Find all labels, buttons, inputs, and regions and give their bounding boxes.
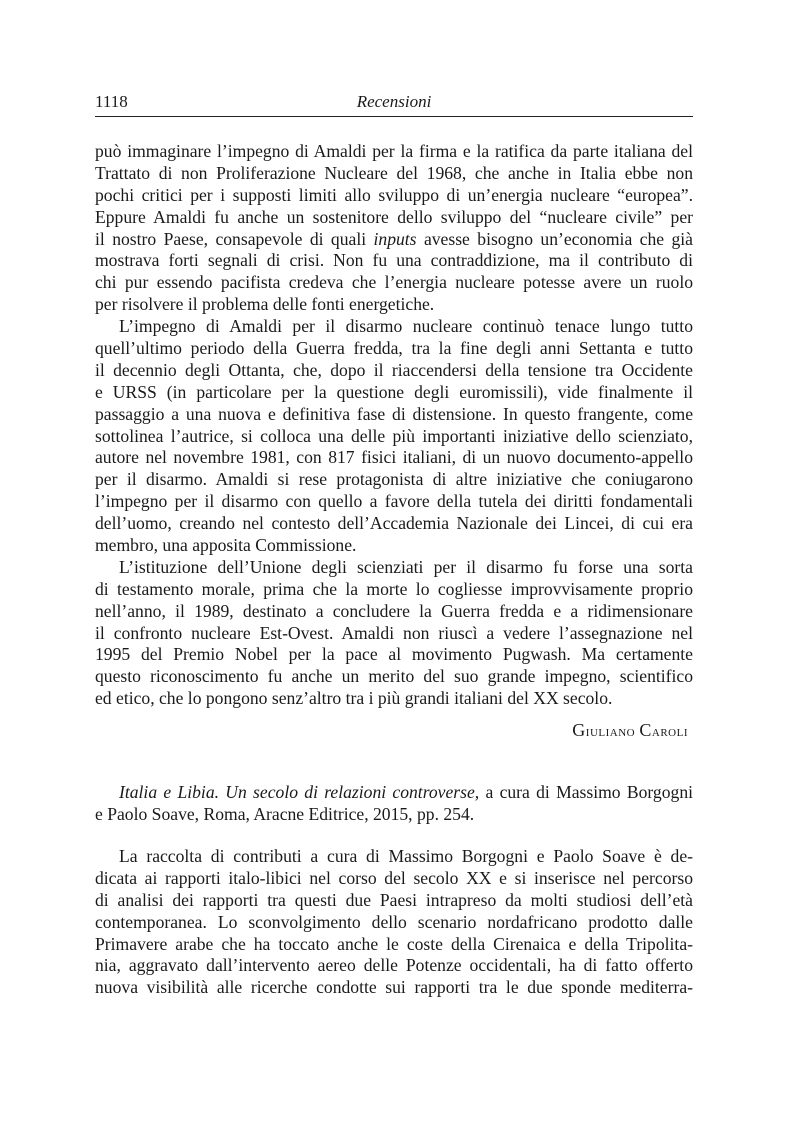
text-line: di testamento morale, prima che la morte lo cogliesse improvvisamente proprio bbox=[95, 578, 693, 599]
text-line: per il disarmo. Amaldi si rese protagonista di altre iniziative che coniugarono bbox=[95, 469, 693, 490]
text-line: contemporanea. Lo sconvolgimento dello scenario nordafricano prodotto dalle bbox=[95, 911, 693, 932]
page-number: 1118 bbox=[95, 92, 128, 111]
text-line: autore nel novembre 1981, con 817 fisici italiani, di un nuovo documento-appello bbox=[95, 447, 693, 468]
paragraph-start: L’istituzione dell’Unione degli scienziati per il disarmo fu forse una sorta bbox=[119, 556, 693, 577]
text-line-mixed bbox=[95, 229, 693, 251]
text-line: nell’anno, il 1989, destinato a concludere la Guerra fredda e a ridimensionare bbox=[95, 600, 693, 621]
text-line: ed etico, che lo pongono senz’altro tra i più grandi italiani del XX secolo. bbox=[95, 688, 613, 709]
paragraph-start: L’impegno di Amaldi per il disarmo nucleare continuò tenace lungo tutto bbox=[119, 316, 693, 337]
italic-term: inputs bbox=[373, 228, 417, 249]
paragraph-start: La raccolta di contributi a cura di Massimo Borgogni e Paolo Soave è de- bbox=[119, 846, 693, 866]
book-title: Italia e Libia. Un secolo di relazioni controverse, bbox=[119, 782, 480, 802]
text-line: il confronto nucleare Est-Ovest. Amaldi non riuscì a vedere l’assegnazione nel bbox=[95, 622, 693, 643]
text-line: e URSS (in particolare per la questione degli euromissili), vide finalmente il bbox=[95, 381, 693, 402]
citation-line: e Paolo Soave, Roma, Aracne Editrice, 2015, pp. 254. bbox=[95, 803, 475, 824]
text-line: Primavere arabe che ha toccato anche le coste della Cirenaica e della Tripolita- bbox=[95, 933, 693, 954]
review-2-body bbox=[95, 846, 693, 999]
text-line: Eppure Amaldi fu anche un sostenitore dello sviluppo del “nucleare civile” per bbox=[95, 206, 693, 227]
text-line: può immaginare l’impegno di Amaldi per la firma e la ratifica da parte italiana del bbox=[95, 141, 693, 161]
running-title: Recensioni bbox=[356, 92, 432, 111]
text-line: per risolvere il problema delle fonti energetiche. bbox=[95, 294, 435, 315]
text-line: chi pur essendo pacifista credeva che l’energia nucleare potesse avere un ruolo bbox=[95, 272, 693, 293]
text-line: dicata ai rapporti italo-libici nel corso del secolo XX e si inserisce nel percorso bbox=[95, 867, 693, 888]
text-line: nuova visibilità alle ricerche condotte sui rapporti tra le due sponde mediterra- bbox=[95, 977, 693, 998]
text-line: nia, aggravato dall’intervento aereo delle Potenze occidentali, ha di fatto offerto bbox=[95, 955, 693, 976]
citation-line bbox=[95, 782, 693, 804]
text-run: il nostro Paese, consapevole di quali bbox=[95, 228, 374, 249]
text-line: questo riconoscimento fu anche un merito del suo grande impegno, scientifico bbox=[95, 666, 693, 687]
text-line: passaggio a una nuova e definitiva fase di distensione. In questo frangente, come bbox=[95, 403, 693, 424]
text-run: avesse bisogno un’economia che già bbox=[416, 228, 693, 249]
text-line: 1995 del Premio Nobel per la pace al movimento Pugwash. Ma certamente bbox=[95, 644, 693, 665]
reviewer-signature: Giuliano Caroli bbox=[572, 720, 688, 740]
page-header bbox=[95, 92, 693, 117]
review-1-body bbox=[95, 141, 693, 710]
text-line: membro, una apposita Commissione. bbox=[95, 535, 357, 556]
text-line: di analisi dei rapporti tra questi due Paesi intrapreso da molti studiosi dell’età bbox=[95, 889, 693, 910]
book-meta: a cura di Massimo Borgogni bbox=[479, 782, 693, 802]
text-line: l’impegno per il disarmo con quello a favore della tutela dei diritti fondamentali bbox=[95, 491, 693, 512]
text-line: pochi critici per i supposti limiti allo sviluppo di un’energia nucleare “europea”. bbox=[95, 184, 693, 205]
text-line: il decennio degli Ottanta, che, dopo il riaccendersi della tensione tra Occidente bbox=[95, 359, 693, 380]
text-line: Trattato di non Proliferazione Nucleare del 1968, che anche in Italia ebbe non bbox=[95, 162, 693, 183]
text-line: mostrava forti segnali di crisi. Non fu una contraddizione, ma il contributo di bbox=[95, 250, 693, 271]
text-line: sottolinea l’autrice, si colloca una delle più importanti iniziative dello scienziato, bbox=[95, 425, 693, 446]
text-line: quell’ultimo periodo della Guerra fredda, tra la fine degli anni Settanta e tutto bbox=[95, 338, 693, 359]
book-reference bbox=[95, 782, 693, 826]
text-line: dell’uomo, creando nel contesto dell’Accademia Nazionale dei Lincei, di cui era bbox=[95, 513, 693, 534]
